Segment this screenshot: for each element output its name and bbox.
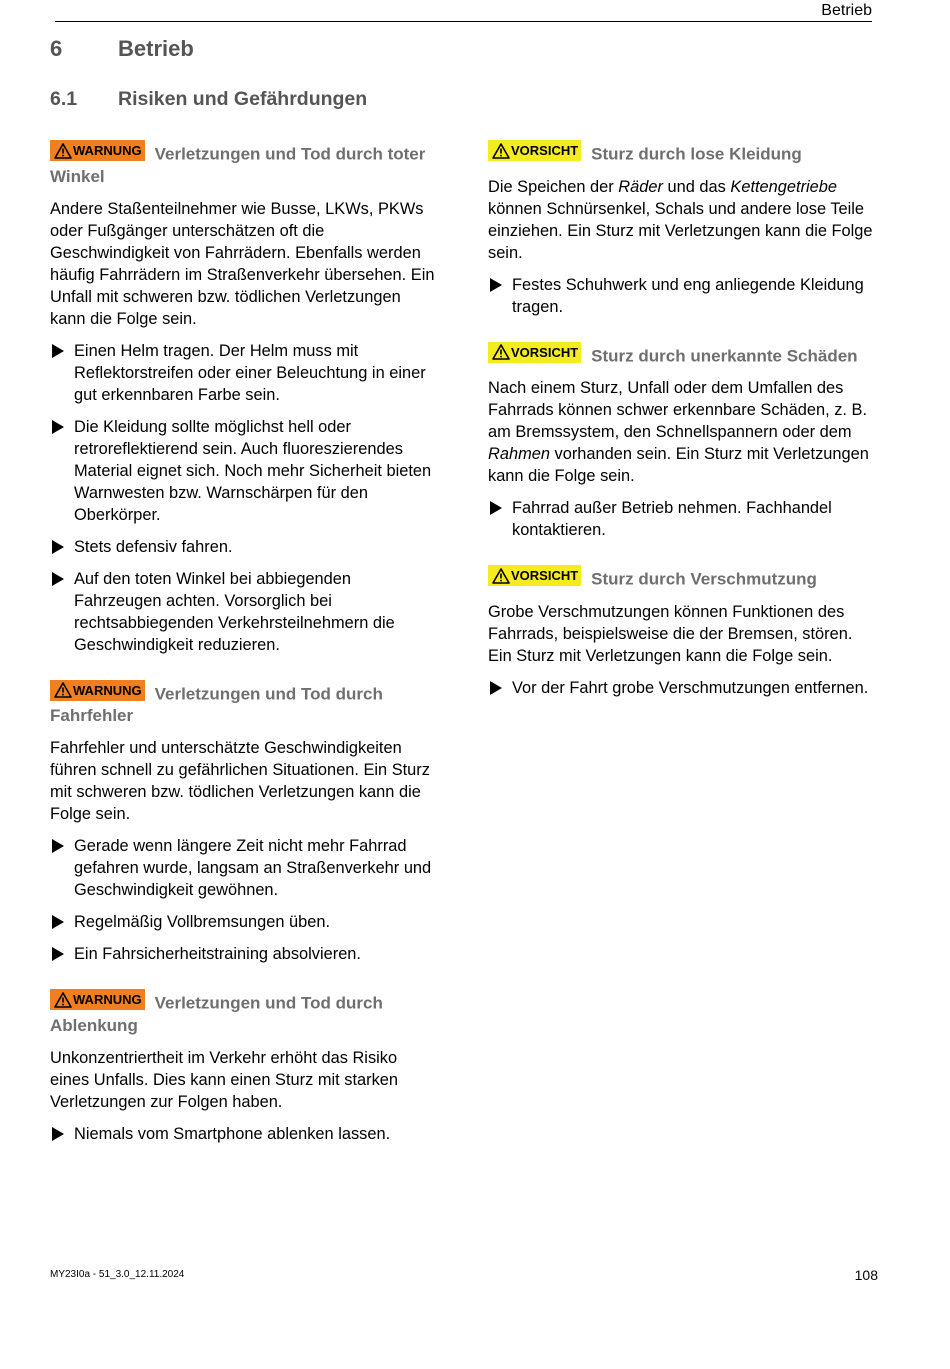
notice-body (488, 377, 880, 487)
caution-badge (488, 565, 581, 586)
arrow-right-icon (52, 947, 64, 961)
caution-badge-label: VORSICHT (511, 344, 579, 360)
notice-title: Verletzungen und Tod durch Ablenkung (50, 993, 383, 1035)
list-item (488, 677, 880, 699)
list-item (488, 274, 880, 318)
notice-title: Sturz durch lose Kleidung (591, 144, 802, 164)
notice-heading (50, 989, 440, 1037)
notice-body: Andere Staßenteilnehmer wie Busse, LKWs, PKWs oder Fußgänger unterschätzen oft die Geschwindigkeit von Fahrrädern. Ebenfalls werden häufig Fahrrädern im Straßenverkehr übersehen. Ein Unfall mit schweren bzw. tödlichen Verletzungen kann die Folge sein. (50, 199, 435, 328)
safety-notice (50, 680, 440, 966)
list-item (50, 416, 440, 526)
notice-body: Fahrfehler und unterschätzte Geschwindigkeiten führen schnell zu gefährlichen Situationen. Ein Sturz mit schweren bzw. tödlichen Verletzungen kann die Folge sein. (50, 739, 430, 823)
arrow-right-icon (52, 572, 64, 586)
arrow-right-icon (52, 344, 64, 358)
safety-notice (488, 565, 880, 699)
list-item (50, 1123, 440, 1145)
body-emphasis: Räder (618, 177, 663, 196)
left-column (50, 140, 440, 1169)
notice-title: Sturz durch unerkannte Schäden (591, 346, 858, 365)
notice-heading (50, 140, 440, 188)
warning-triangle-icon (492, 143, 510, 159)
chapter-heading (50, 36, 194, 62)
notice-title: Sturz durch Verschmutzung (591, 569, 817, 589)
warning-badge (50, 989, 145, 1010)
list-item-text: Stets defensiv fahren. (74, 537, 233, 556)
safety-notice (50, 989, 440, 1145)
list-item-text: Fahrrad außer Betrieb nehmen. Fachhandel kontaktieren. (512, 499, 832, 539)
list-item (50, 835, 440, 901)
notice-heading (50, 680, 440, 728)
section-heading (50, 88, 367, 111)
arrow-right-icon (490, 278, 502, 292)
warning-triangle-icon (54, 682, 72, 698)
list-item-text: Gerade wenn längere Zeit nicht mehr Fahrrad gefahren wurde, langsam an Straßenverkehr und Geschwindigkeit gewöhnen. (74, 837, 432, 899)
chapter-title: Betrieb (118, 36, 194, 61)
section-number: 6.1 (50, 88, 78, 110)
arrow-right-icon (490, 501, 502, 515)
list-item-text: Regelmäßig Vollbremsungen üben. (74, 913, 331, 931)
notice-body: Grobe Verschmutzungen können Funktionen des Fahrrads, beispielsweise die der Bremsen, stören. Ein Sturz mit Verletzungen kann die Folge sein. (488, 602, 853, 665)
body-emphasis: Rahmen (488, 445, 550, 463)
notice-title: Verletzungen und Tod durch Fahrfehler (50, 684, 383, 725)
list-item-text: Ein Fahrsicherheitstraining absolvieren. (74, 945, 361, 963)
document-id: MY23I0a - 51_3.0_12.11.2024 (50, 1269, 185, 1280)
list-item-text: Einen Helm tragen. Der Helm muss mit Reflektorstreifen oder einer Beleuchtung in einer gut erkennbaren Farbe sein. (74, 341, 426, 404)
notice-heading (488, 140, 880, 166)
caution-badge (488, 140, 581, 161)
header-rule (55, 21, 872, 22)
list-item-text: Festes Schuhwerk und eng anliegende Kleidung tragen. (512, 275, 864, 316)
arrow-right-icon (52, 420, 64, 434)
notice-body: Unkonzentriertheit im Verkehr erhöht das Risiko eines Unfalls. Dies kann einen Sturz mit starken Verletzungen zur Folgen haben. (50, 1048, 399, 1111)
chapter-number: 6 (50, 36, 63, 61)
list-item-text: Niemals vom Smartphone ablenken lassen. (74, 1124, 391, 1143)
list-item (50, 340, 440, 406)
caution-badge-label: VORSICHT (511, 568, 579, 583)
warning-badge-label: WARNUNG (73, 682, 142, 698)
list-item (50, 568, 440, 656)
body-emphasis: Kettengetriebe (730, 177, 838, 196)
notice-heading (488, 342, 880, 368)
notice-title: Verletzungen und Tod durch toter Winkel (50, 144, 426, 186)
list-item-text: Die Kleidung sollte möglichst hell oder retroreflektierend sein. Auch fluoreszierendes Material eignet sich. Noch mehr Sicherheit bieten Warnwesten bzw. Warnschärpen für den Oberkörper. (74, 417, 432, 524)
list-item-text: Auf den toten Winkel bei abbiegenden Fahrzeugen achten. Vorsorglich bei rechtsabbiegenden Verkehrsteilnehmern die Geschwindigkeit reduzieren. (74, 569, 395, 654)
arrow-right-icon (490, 681, 502, 695)
caution-badge-label: VORSICHT (511, 143, 579, 158)
safety-notice (488, 342, 880, 542)
body-text: Die Speichen der (488, 177, 619, 196)
warning-badge (50, 680, 145, 701)
safety-notice (488, 140, 880, 318)
arrow-right-icon (52, 915, 64, 929)
warning-triangle-icon (54, 143, 72, 159)
list-item (488, 497, 880, 541)
right-column (488, 140, 880, 723)
arrow-right-icon (52, 839, 64, 853)
body-text: vorhanden sein. Ein Sturz mit Verletzungen kann die Folge sein. (488, 445, 869, 485)
page-number: 108 (854, 1267, 878, 1283)
warning-badge-label: WARNUNG (73, 992, 142, 1007)
body-text: Nach einem Sturz, Unfall oder dem Umfallen des Fahrrads können schwer erkennbare Schäden, z. B. am Bremssystem, den Schnellspannern oder dem (488, 379, 868, 441)
body-text: und das (662, 177, 731, 196)
arrow-right-icon (52, 1127, 64, 1141)
arrow-right-icon (52, 540, 64, 554)
list-item-text: Vor der Fahrt grobe Verschmutzungen entfernen. (512, 678, 869, 697)
body-text: können Schnürsenkel, Schals und andere lose Teile einziehen. Ein Sturz mit Verletzungen kann die Folge sein. (488, 199, 873, 262)
list-item (50, 943, 440, 965)
warning-badge-label: WARNUNG (73, 143, 142, 158)
list-item (50, 536, 440, 558)
section-title: Risiken und Gefährdungen (118, 88, 368, 110)
warning-triangle-icon (492, 344, 510, 360)
warning-triangle-icon (492, 568, 510, 584)
caution-badge (488, 342, 581, 363)
notice-body (488, 176, 880, 264)
running-header: Betrieb (821, 2, 872, 19)
notice-heading (488, 565, 880, 591)
list-item (50, 911, 440, 933)
safety-notice (50, 140, 440, 656)
warning-badge (50, 140, 145, 161)
warning-triangle-icon (54, 992, 72, 1008)
